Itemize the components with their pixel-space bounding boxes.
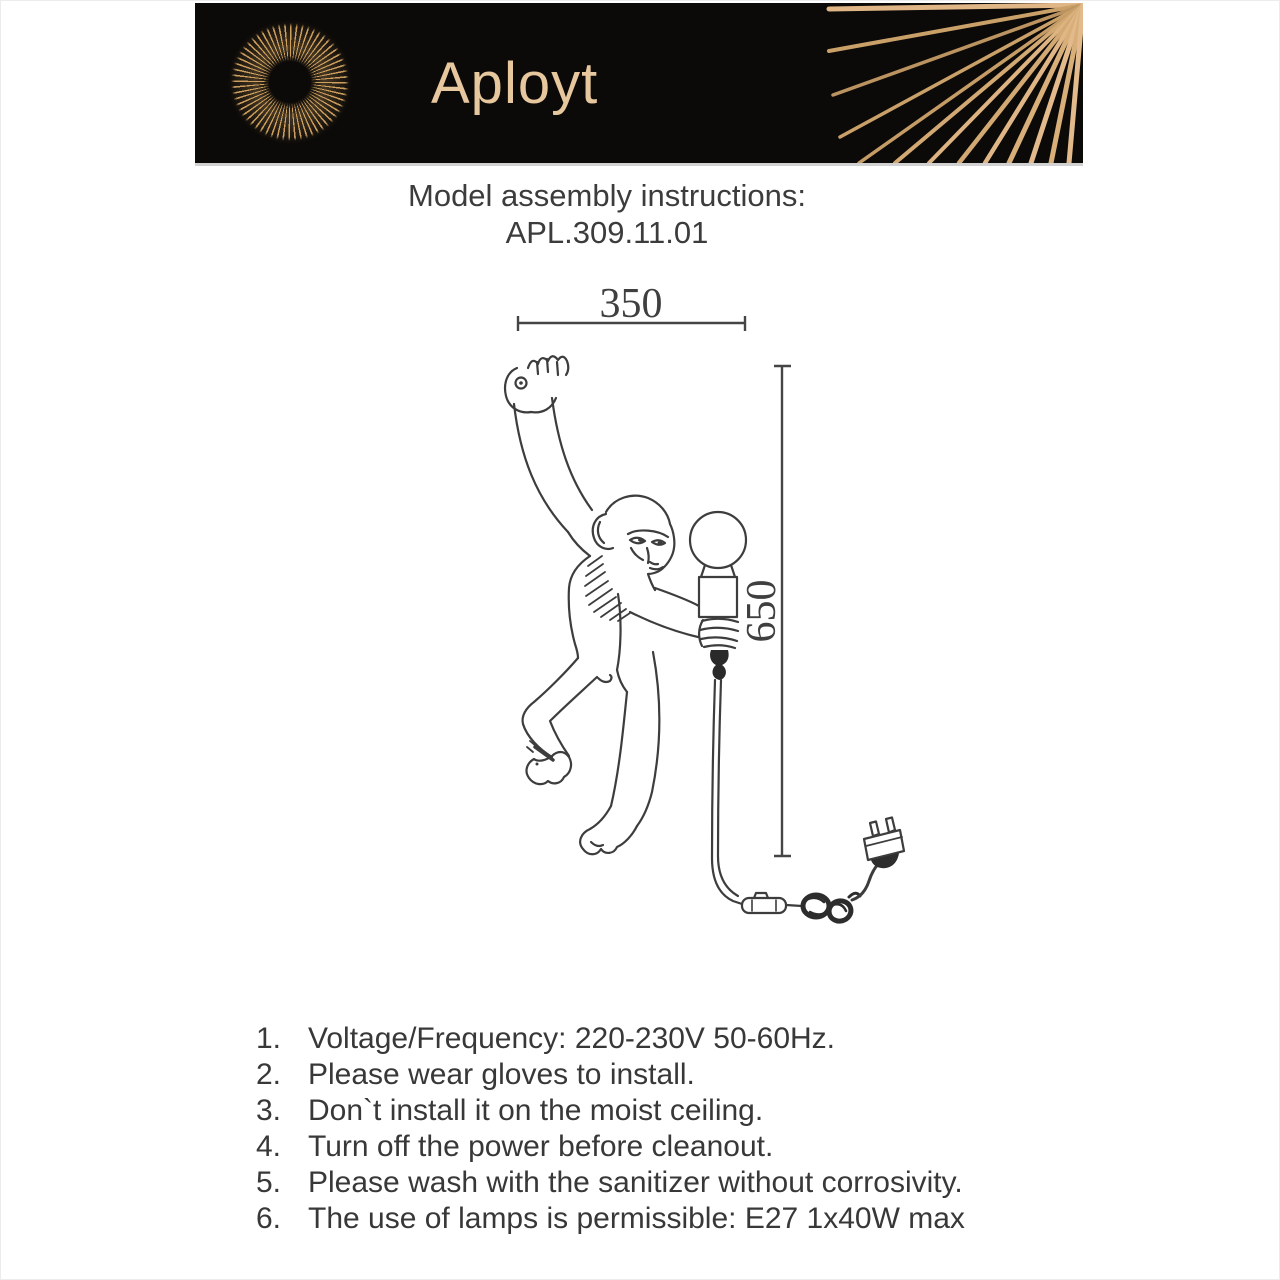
- item-number: 5.: [256, 1166, 282, 1199]
- item-number: 4.: [256, 1130, 282, 1163]
- list-item: [256, 1129, 965, 1165]
- cord-knot-icon: [803, 893, 860, 923]
- light-bulb: [690, 512, 746, 680]
- item-number: 3.: [256, 1094, 282, 1127]
- raised-arm: [514, 404, 568, 532]
- width-dimension-label: 350: [599, 281, 663, 327]
- monkey-head: [593, 496, 675, 590]
- inline-switch-icon: [742, 893, 786, 913]
- item-text: Please wash with the sanitizer without corrosivity.: [308, 1166, 963, 1199]
- item-text: The use of lamps is permissible: E27 1x40W max: [308, 1202, 965, 1235]
- list-item: [256, 1057, 965, 1093]
- height-dimension-label: 650: [739, 579, 785, 643]
- item-number: 2.: [256, 1058, 282, 1091]
- bent-leg: [523, 658, 597, 784]
- instructions-list: [256, 1021, 965, 1237]
- item-text: Please wear gloves to install.: [308, 1058, 695, 1091]
- monkey-figure: [505, 356, 699, 854]
- item-number: 6.: [256, 1202, 282, 1235]
- list-item: [256, 1093, 965, 1129]
- holding-arm: [630, 588, 699, 637]
- power-cord: [712, 680, 904, 924]
- cord-connector: [710, 650, 729, 680]
- gripping-hand: [699, 619, 738, 648]
- list-item: [256, 1201, 965, 1237]
- list-item: [256, 1021, 965, 1057]
- item-text: Voltage/Frequency: 220-230V 50-60Hz.: [308, 1022, 836, 1055]
- plug-icon: [864, 818, 904, 869]
- model-number: APL.309.11.01: [505, 215, 709, 250]
- fur-hatching: [585, 556, 630, 621]
- item-text: Don`t install it on the moist ceiling.: [308, 1094, 764, 1127]
- item-number: 1.: [256, 1022, 282, 1055]
- torso-back: [569, 556, 590, 658]
- brand-name: Aployt: [431, 50, 599, 116]
- item-text: Turn off the power before cleanout.: [308, 1130, 774, 1163]
- list-item: [256, 1165, 965, 1201]
- page-title: Model assembly instructions:: [408, 178, 806, 213]
